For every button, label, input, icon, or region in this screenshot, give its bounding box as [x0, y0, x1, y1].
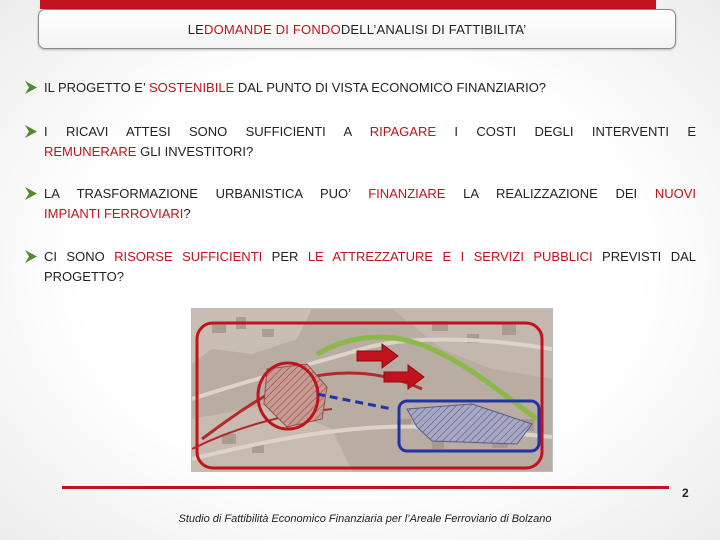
- site-map-drawing: [192, 309, 552, 471]
- bullet-text: DAL PUNTO DI VISTA ECONOMICO FINANZIARIO?: [234, 80, 547, 95]
- bullet-item: [24, 247, 696, 286]
- bullet-text: LA REALIZZAZIONE DEI: [445, 186, 655, 201]
- bullet-highlight: RIPAGARE: [369, 124, 437, 139]
- bullet-item: [24, 78, 696, 98]
- slide-title: [38, 9, 676, 49]
- bullet-text: I COSTI DEGLI INTERVENTI E: [436, 124, 696, 139]
- bullet-line: [44, 206, 191, 221]
- header-accent-strip: [40, 0, 656, 9]
- bullet-highlight: RISORSE SUFFICIENTI: [114, 249, 263, 264]
- bullet-highlight: SOSTENIBILE: [148, 80, 235, 95]
- bullet-highlight: FINANZIARE: [368, 186, 446, 201]
- bullet-item: [24, 122, 696, 161]
- bullet-line: [44, 122, 696, 142]
- site-map-image: [191, 308, 553, 472]
- footer-caption: Studio di Fattibilità Economico Finanziaria per l’Areale Ferroviario di Bolzano: [178, 513, 552, 525]
- bullet-highlight: REMUNERARE: [44, 143, 137, 159]
- bullet-line: [44, 184, 696, 204]
- arrow-bullet-icon: [24, 124, 38, 139]
- bullet-line: [44, 144, 253, 159]
- arrow-bullet-icon: [24, 80, 38, 95]
- bullet-highlight: IMPIANTI FERROVIARI: [44, 205, 184, 221]
- footer-divider: [62, 486, 669, 489]
- arrow-bullet-icon: [24, 186, 38, 201]
- arrow-bullet-icon: [24, 249, 38, 264]
- bullet-text: PER: [262, 249, 308, 264]
- bullet-text: I RICAVI ATTESI SONO SUFFICIENTI A: [44, 124, 370, 139]
- bullet-text: GLI INVESTITORI?: [136, 143, 254, 159]
- bullet-line: PROGETTO?: [44, 268, 124, 284]
- bullet-line: [44, 247, 696, 267]
- bullet-item: [24, 184, 696, 223]
- bullet-text: ?: [183, 205, 191, 221]
- bullet-text: LA TRASFORMAZIONE URBANISTICA PUO’: [44, 186, 369, 201]
- title-part-3: DELL’ANALISI DI FATTIBILITA’: [340, 21, 527, 37]
- title-part-1: LE: [187, 21, 204, 37]
- title-highlight: DOMANDE DI FONDO: [204, 21, 341, 37]
- bullet-text: CI SONO: [44, 249, 115, 264]
- bullet-highlight: NUOVI: [654, 186, 696, 201]
- bullet-text: IL PROGETTO E’: [44, 80, 149, 95]
- bullet-text: PREVISTI DAL: [592, 249, 696, 264]
- page-number: 2: [682, 486, 689, 500]
- bullet-highlight: LE ATTREZZATURE E I SERVIZI PUBBLICI: [307, 249, 593, 264]
